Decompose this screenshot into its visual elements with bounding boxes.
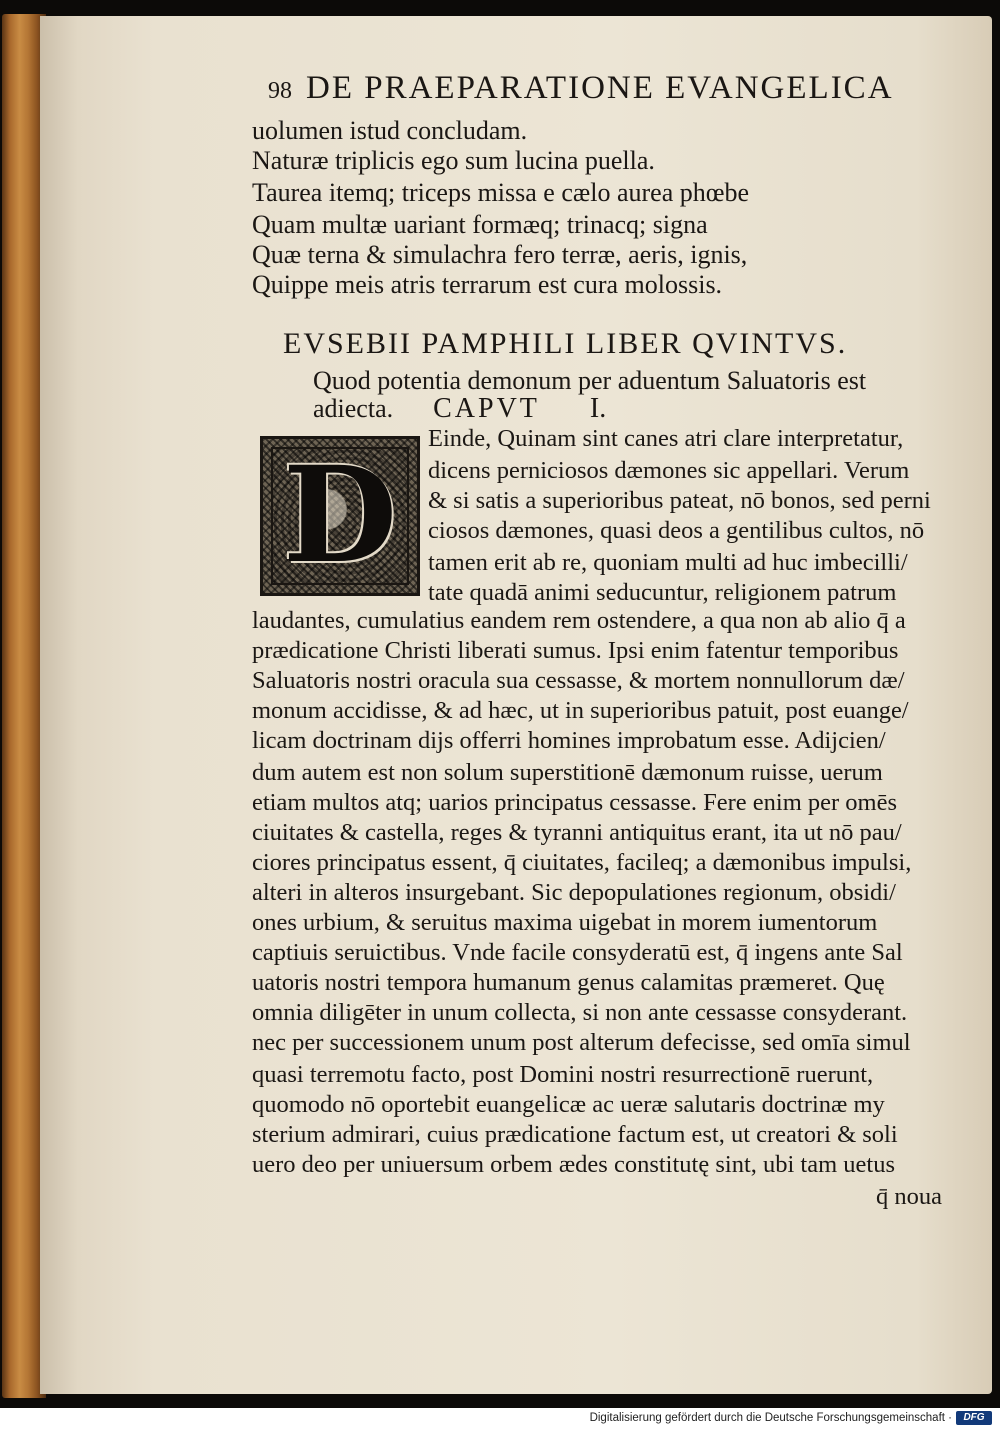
body-line: quomodo nō oportebit euangelicæ ac ueræ salutaris doctrinæ my bbox=[252, 1091, 885, 1118]
body-line: uero deo per uniuersum orbem ædes constitutę sint, ubi tam uetus bbox=[252, 1151, 896, 1178]
body-line: Einde, Quinam sint canes atri clare interpretatur, bbox=[428, 425, 904, 452]
body-line: captiuis seruictibus. Vnde facile consyderatū est, q̄ ingens ante Sal bbox=[252, 939, 903, 966]
body-line: prædicatione Christi liberati sumus. Ipsi enim fatentur temporibus bbox=[252, 637, 899, 664]
body-line: ciosos dæmones, quasi deos a gentilibus cultos, nō bbox=[428, 517, 925, 544]
body-line: ciuitates & castella, reges & tyranni antiquitus erant, ita ut nō pau/ bbox=[252, 819, 902, 846]
chapter-number: I. bbox=[589, 393, 607, 424]
page-number: 98 bbox=[268, 78, 292, 104]
initial-letter: D bbox=[282, 438, 398, 593]
decorated-initial bbox=[260, 436, 420, 596]
chapter-title: Quod potentia demonum per aduentum Saluatoris est bbox=[313, 366, 867, 395]
body-line: Saluatoris nostri oracula sua cessasse, & mortem nonnullorum dæ/ bbox=[252, 667, 905, 694]
funding-credit: Digitalisierung gefördert durch die Deutsche Forschungsgemeinschaft · bbox=[589, 1412, 952, 1424]
body-line: quasi terremotu facto, post Domini nostri resurrectionē ruerunt, bbox=[252, 1061, 874, 1088]
body-line: alteri in alteros insurgebant. Sic depopulationes regionum, obsidi/ bbox=[252, 879, 896, 906]
body-line: tamen erit ab re, quoniam multi ad huc imbecilli/ bbox=[428, 549, 908, 576]
body-line: ones urbium, & seruitus maxima uigebat in morem iumentorum bbox=[252, 909, 878, 936]
running-head bbox=[268, 70, 958, 116]
body-line: omnia diligēter in unum collecta, si non ante cessasse consyderant. bbox=[252, 999, 908, 1026]
poem-line: Naturæ triplicis ego sum lucina puella. bbox=[252, 146, 655, 175]
body-line: uatoris nostri tempora humanum genus calamitas præmeret. Quę bbox=[252, 969, 885, 996]
poem-line: uolumen istud concludam. bbox=[252, 116, 528, 145]
body-line: laudantes, cumulatius eandem rem ostendere, a qua non ab alio q̄ a bbox=[252, 607, 906, 634]
body-line: etiam multos atq; uarios principatus cessasse. Fere enim per omēs bbox=[252, 789, 898, 816]
chapter-label: CAPVT bbox=[433, 393, 540, 424]
body-line: tate quadā animi seducuntur, religionem patrum bbox=[428, 579, 897, 606]
dfg-logo: DFG bbox=[956, 1411, 992, 1425]
body-line: dum autem est non solum superstitionē dæmonum ruisse, uerum bbox=[252, 759, 883, 786]
body-line: nec per successionem unum post alterum defecisse, sed omīa simul bbox=[252, 1029, 911, 1056]
chapter-title-end: adiecta. bbox=[313, 394, 394, 423]
catchword: q̄ noua bbox=[876, 1183, 942, 1210]
poem-line: Taurea itemq; triceps missa e cælo aurea phœbe bbox=[252, 178, 750, 207]
chapter-title-continued bbox=[313, 394, 606, 424]
body-line: monum accidisse, & ad hæc, ut in superioribus patuit, post euange/ bbox=[252, 697, 909, 724]
body-line: dicens perniciosos dæmones sic appellari. Verum bbox=[428, 457, 910, 484]
body-line: ciores principatus essent, q̄ ciuitates, facileq; a dæmonibus impulsi, bbox=[252, 849, 912, 876]
initial-ornament bbox=[271, 438, 409, 593]
poem-line: Quam multæ uariant formæq; trinacq; signa bbox=[252, 210, 708, 239]
body-line: licam doctrinam dijs offerri homines improbatum esse. Adijcien/ bbox=[252, 727, 886, 754]
body-line: & si satis a superioribus pateat, nō bonos, sed perni bbox=[428, 487, 931, 514]
running-title: DE PRAEPARATIONE EVANGELICA bbox=[306, 70, 894, 106]
body-line: sterium admirari, cuius prædicatione factum est, ut creatori & soli bbox=[252, 1121, 898, 1148]
book-title: EVSEBII PAMPHILI LIBER QVINTVS. bbox=[283, 327, 848, 360]
poem-line: Quippe meis atris terrarum est cura molossis. bbox=[252, 270, 723, 299]
poem-line: Quæ terna & simulachra fero terræ, aeris, ignis, bbox=[252, 240, 748, 269]
